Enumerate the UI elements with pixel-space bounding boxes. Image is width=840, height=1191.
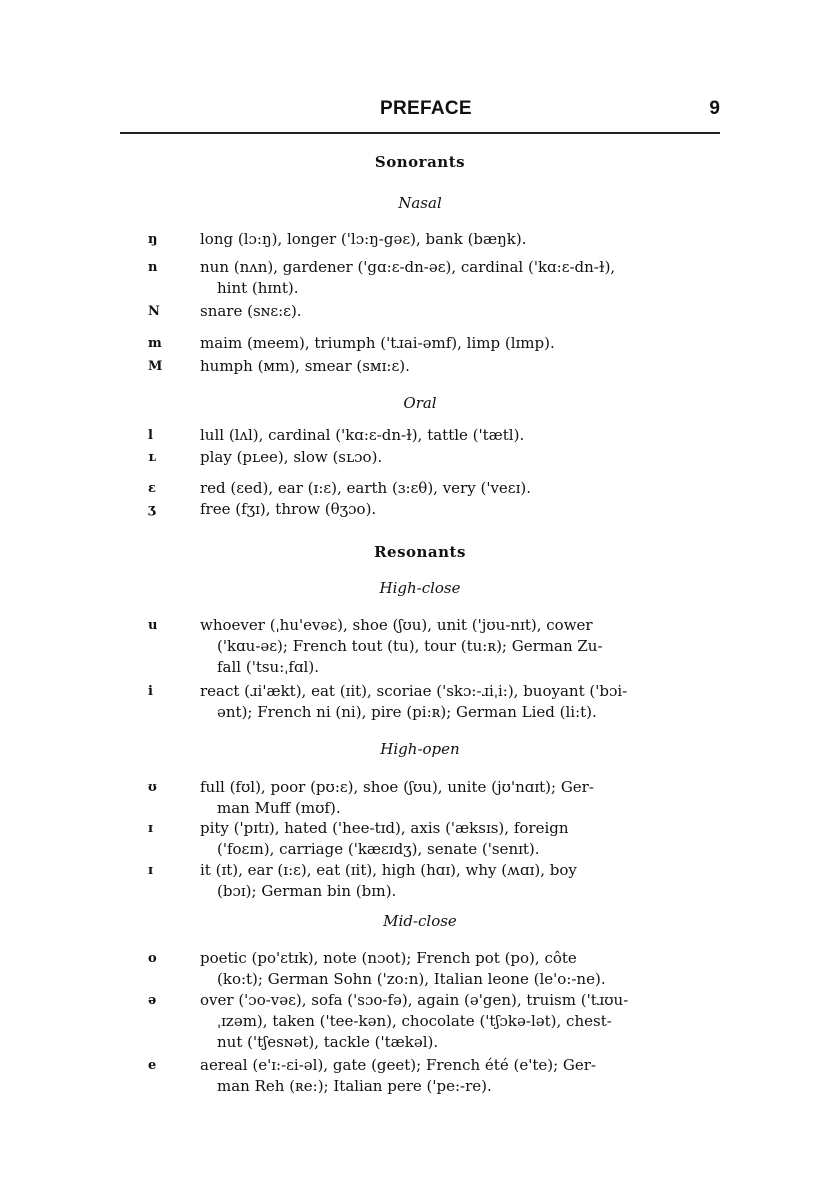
phonetic-symbol: N xyxy=(148,304,160,319)
subheading-mid-close: Mid-close xyxy=(383,912,457,930)
entry-line: fall ('tsu:ˌfɑl). xyxy=(217,658,319,676)
phonetic-symbol: n xyxy=(148,260,158,275)
phonetic-symbol: ʊ xyxy=(148,780,157,795)
entry-line: lull (lʌl), cardinal ('kɑ:ɛ-dn-ɫ), tattle ('tætl). xyxy=(200,426,525,444)
phonetic-symbol: M xyxy=(148,359,163,374)
subheading-oral: Oral xyxy=(403,394,437,412)
page-number: 9 xyxy=(709,98,720,119)
phonetic-symbol: ʒ xyxy=(148,502,156,517)
entry-line: full (fʊl), poor (pʊ:ɛ), shoe (ʃʊu), unite (jʊ'nɑɪt); Ger- xyxy=(200,778,594,796)
entry-line: hint (hɪnt). xyxy=(217,279,299,297)
entry-line: react (ɹi'ækt), eat (ɪit), scoriae ('skɔ:-ɹiˌi:), buoyant ('bɔi- xyxy=(200,682,628,700)
entry-line: humph (ᴍm), smear (sᴍɪ:ɛ). xyxy=(200,357,410,375)
subheading-high-open: High-open xyxy=(380,740,460,758)
phonetic-symbol: e xyxy=(148,1058,157,1073)
entry-line: pity ('pɪtɪ), hated ('hee-tɪd), axis ('æksɪs), foreign xyxy=(200,819,569,837)
phonetic-symbol: u xyxy=(148,618,158,633)
phonetic-symbol: ɪ xyxy=(148,821,153,836)
phonetic-symbol: m xyxy=(148,336,162,351)
entry-line: maim (meem), triumph ('tɹai-əmf), limp (lɪmp). xyxy=(200,334,555,352)
entry-line: free (fʒɪ), throw (θʒɔo). xyxy=(200,500,377,518)
subheading-nasal: Nasal xyxy=(398,194,442,212)
entry-line: (ko:t); German Sohn ('zo:n), Italian leone (le'o:-ne). xyxy=(217,970,606,988)
page-title: PREFACE xyxy=(380,98,472,119)
entry-line: it (ɪt), ear (ɪ:ɛ), eat (ɪit), high (hɑɪ), why (ʍɑɪ), boy xyxy=(200,861,577,879)
phonetic-symbol: o xyxy=(148,951,157,966)
phonetic-symbol: ŋ xyxy=(148,232,158,247)
section-heading-sonorants: Sonorants xyxy=(374,153,466,171)
entry-line: snare (sɴɛ:ɛ). xyxy=(200,302,302,320)
entry-line: (bɔɪ); German bin (bɪn). xyxy=(217,882,397,900)
entry-line: man Reh (ʀe:); Italian pere ('pe:-re). xyxy=(217,1077,492,1095)
entry-line: man Muff (mʊf). xyxy=(217,799,341,817)
phonetic-symbol: l xyxy=(148,428,153,443)
entry-line: poetic (po'ɛtɪk), note (nɔot); French pot (po), côte xyxy=(200,949,577,967)
phonetic-symbol: ɪ xyxy=(148,863,153,878)
phonetic-symbol: ɛ xyxy=(148,481,156,496)
entry-line: over ('ɔo-vəɛ), sofa ('sɔo-fə), again (ə'gen), truism ('tɹʊu- xyxy=(200,991,629,1009)
entry-line: play (pʟee), slow (sʟɔo). xyxy=(200,448,383,466)
entry-line: nun (nʌn), gardener ('gɑ:ɛ-dn-əɛ), cardinal ('kɑ:ɛ-dn-ɫ), xyxy=(200,258,616,276)
entry-line: whoever (ˌhu'evəɛ), shoe (ʃʊu), unit ('jʊu-nɪt), cower xyxy=(200,616,593,634)
entry-line: ənt); French ni (ni), pire (pi:ʀ); German Lied (li:t). xyxy=(217,703,597,721)
phonetic-symbol: ʟ xyxy=(148,450,157,465)
entry-line: ('foɛɪn), carriage ('kæɛɪdʒ), senate ('senɪt). xyxy=(217,840,540,858)
entry-line: nut ('tʃesɴət), tackle ('tækəl). xyxy=(217,1033,439,1051)
entry-line: ('kɑu-əɛ); French tout (tu), tour (tu:ʀ); German Zu- xyxy=(217,637,603,655)
entry-line: aereal (e'ɪ:-ɛi-əl), gate (geet); French été (e'te); Ger- xyxy=(200,1056,596,1074)
subheading-high-close: High-close xyxy=(379,579,461,597)
entry-line: long (lɔ:ŋ), longer ('lɔ:ŋ-gəɛ), bank (bæŋk). xyxy=(200,230,527,248)
entry-line: ˌɪzəm), taken ('tee-kən), chocolate ('tʃɔkə-lət), chest- xyxy=(217,1012,612,1030)
section-heading-resonants: Resonants xyxy=(374,543,466,561)
running-header xyxy=(120,98,720,134)
phonetic-symbol: i xyxy=(148,684,153,699)
entry-line: red (ɛed), ear (ɪ:ɛ), earth (ɜ:ɛθ), very ('veɛɪ). xyxy=(200,479,531,497)
phonetic-symbol: ə xyxy=(148,993,157,1008)
